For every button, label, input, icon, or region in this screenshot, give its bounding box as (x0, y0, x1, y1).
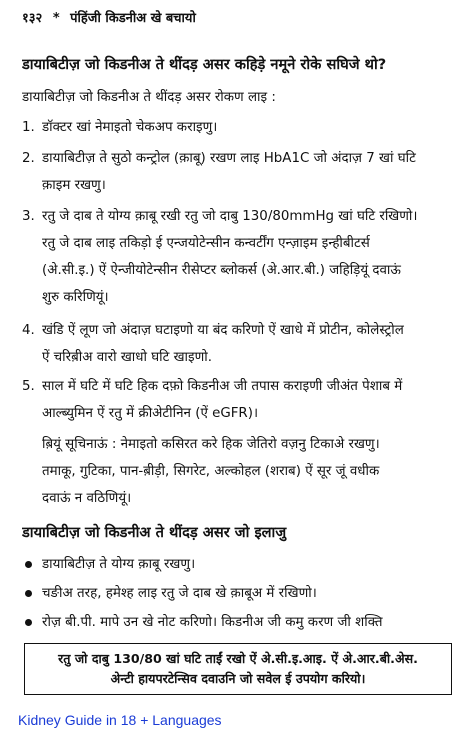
page-number: १३२ (22, 11, 43, 26)
list-item-number: 5. (22, 379, 35, 394)
list-line: ऐं चरिब़ीअ वारो खाधो घटि खाइणो. (42, 350, 212, 365)
note-line: रतु जो दाबु 130/80 खां घटि ताईं रखो ऐं अे.सी.इ.आइ. ऐं अे.आर.बी.अेस. (58, 651, 418, 666)
list-line: रतु जे दाब ते योग्य क़ाबू रखी रतु जो दाबु 130/80mmHg खां घटि रखिणो। (42, 209, 418, 224)
bullet-dot-icon (25, 590, 32, 597)
bullet-dot-icon (25, 619, 32, 626)
suggestion-line: तमाकू, गुटिका, पान-ब़ीड़ी, सिगरेट, अल्कोहल (शराब) ऐं सूर जूं वधीक (42, 464, 380, 479)
list-item-number: 2. (22, 151, 35, 166)
list-item-text (42, 114, 458, 141)
list-item-text (42, 145, 458, 199)
suggestion-line: ब़ियूं सूचिनाऊं : नेमाइतो कसिरत करे हिक जेतिरो वज़नु टिकाअे रखणु। (42, 437, 380, 452)
header-separator: * (52, 11, 60, 26)
section-title-treatment: डायाबिटीज़ जो किडनीअ ते थींदड़ असर जो इलाजु (22, 524, 287, 541)
list-item-number: 1. (22, 120, 35, 135)
list-line: डॉक्टर खां नेमाइतो चेकअप कराइणु। (42, 120, 218, 135)
list-item-text (42, 373, 458, 427)
list-line: रतु जे दाब लाइ तकिड़ो ई एन्जयोटेन्सीन कन्वर्टींग एन्ज़ाइम इन्हीबीटर्स (42, 236, 370, 251)
list-line: डायाबिटीज़ ते सुठो कन्ट्रोल (क़ाबू) रखण लाइ HbA1C जो अंदाज़ 7 खां घटि (42, 151, 416, 166)
list-line: खंडि ऐं लूण जो अंदाज़ घटाइणो या बंद करिणो ऐं खाधे में प्रोटीन, कोलेस्ट्रोल (42, 323, 404, 338)
section-title-prevention: डायाबिटीज़ जो किडनीअ ते थींदड़ असर कहिड़े नमूने रोके सघिजे थो? (22, 56, 387, 73)
highlight-note-box (24, 643, 452, 695)
list-item-number: 3. (22, 209, 35, 224)
book-title: पंहिंजी किडनीअ खे बचायो (70, 11, 196, 26)
bullet-dot-icon (25, 561, 32, 568)
bullet-text: चङीअ तरह, हमेश्ह लाइ रतु जे दाब खे क़ाबूअ में रखिणो। (42, 586, 317, 601)
bullet-text: डायाबिटीज़ ते योग्य क़ाबू रखणु। (42, 557, 196, 572)
list-line: शुरु करिणियूं। (42, 290, 109, 305)
bullet-text: रोज़ बी.पी. मापे उन खे नोट करिणो। किडनीअ जी कमु करण जी शक्ति (42, 615, 383, 630)
list-item-text (42, 317, 458, 371)
footer-link[interactable]: Kidney Guide in 18 + Languages (18, 712, 222, 728)
note-line: अेन्टी हायपरटेन्सिव दवाउनि जो सवेल ई उपयोग करियो। (110, 671, 366, 686)
list-line: क़ाइम रखणु। (42, 178, 106, 193)
list-line: आल्ब्युमिन ऐं रतु में क्रीअेटीनिन (ऐं eGFR)। (42, 406, 259, 421)
page-header (22, 8, 454, 26)
list-line: (अे.सी.इ.) ऐं ऐन्जीयोटेन्सीन रीसेप्टर ब्लोकर्स (अे.आर.बी.) जहिड़ियूं दवाऊं (42, 263, 401, 278)
list-line: साल में घटि में घटि हिक दफ़ो किडनीअ जी तपास कराइणी जीअंत पेशाब में (42, 379, 403, 394)
list-item-number: 4. (22, 323, 35, 338)
intro-text: डायाबिटीज़ जो किडनीअ ते थींदड़ असर रोकण लाइ : (22, 90, 276, 105)
additional-suggestions (42, 431, 458, 512)
list-item-text (42, 203, 458, 311)
suggestion-line: दवाऊं न वठिणियूं। (42, 491, 132, 506)
